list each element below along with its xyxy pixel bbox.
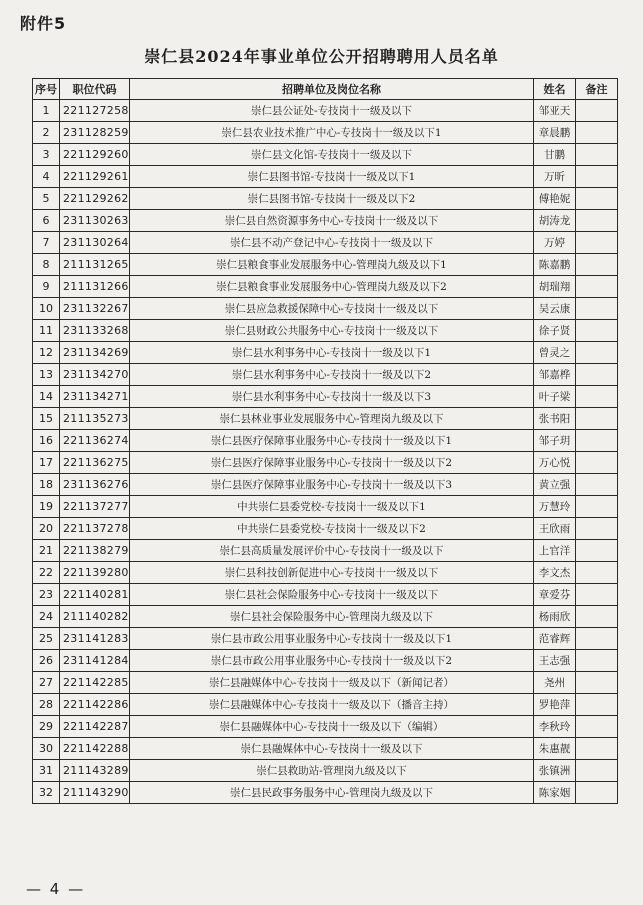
cell-note [576, 408, 618, 430]
cell-seq: 19 [33, 496, 60, 518]
table-row [33, 496, 618, 518]
cell-name: 吴云康 [534, 298, 576, 320]
cell-seq: 3 [33, 144, 60, 166]
cell-position: 崇仁县自然资源事务中心-专技岗十一级及以下 [130, 210, 534, 232]
table-header-row [33, 79, 618, 100]
cell-note [576, 628, 618, 650]
cell-seq: 18 [33, 474, 60, 496]
cell-code: 211131265 [60, 254, 130, 276]
cell-seq: 5 [33, 188, 60, 210]
cell-position: 崇仁县市政公用事业服务中心-专技岗十一级及以下1 [130, 628, 534, 650]
cell-seq: 9 [33, 276, 60, 298]
cell-note [576, 782, 618, 804]
cell-position: 崇仁县农业技术推广中心-专技岗十一级及以下1 [130, 122, 534, 144]
header-seq: 序号 [33, 79, 60, 100]
cell-note [576, 144, 618, 166]
cell-code: 231134269 [60, 342, 130, 364]
cell-position: 崇仁县粮食事业发展服务中心-管理岗九级及以下2 [130, 276, 534, 298]
cell-position: 崇仁县图书馆-专技岗十一级及以下2 [130, 188, 534, 210]
cell-code: 221127258 [60, 100, 130, 122]
cell-code: 221129261 [60, 166, 130, 188]
cell-seq: 32 [33, 782, 60, 804]
cell-note [576, 342, 618, 364]
header-position: 招聘单位及岗位名称 [130, 79, 534, 100]
page-number: — 4 — [26, 880, 86, 898]
table-row [33, 144, 618, 166]
cell-code: 231132267 [60, 298, 130, 320]
cell-position: 崇仁县科技创新促进中心-专技岗十一级及以下 [130, 562, 534, 584]
cell-note [576, 452, 618, 474]
table-row [33, 518, 618, 540]
cell-code: 221137277 [60, 496, 130, 518]
cell-code: 231130264 [60, 232, 130, 254]
cell-note [576, 474, 618, 496]
cell-note [576, 562, 618, 584]
header-code: 职位代码 [60, 79, 130, 100]
cell-note [576, 122, 618, 144]
cell-seq: 2 [33, 122, 60, 144]
table-row [33, 452, 618, 474]
cell-name: 李文杰 [534, 562, 576, 584]
cell-seq: 31 [33, 760, 60, 782]
cell-name: 范睿辉 [534, 628, 576, 650]
table-row [33, 606, 618, 628]
cell-name: 邹嘉桦 [534, 364, 576, 386]
hiring-table [32, 78, 618, 804]
cell-position: 崇仁县图书馆-专技岗十一级及以下1 [130, 166, 534, 188]
cell-position: 崇仁县医疗保障事业服务中心-专技岗十一级及以下3 [130, 474, 534, 496]
cell-seq: 23 [33, 584, 60, 606]
cell-note [576, 650, 618, 672]
cell-position: 崇仁县文化馆-专技岗十一级及以下 [130, 144, 534, 166]
cell-code: 221129262 [60, 188, 130, 210]
cell-code: 231133268 [60, 320, 130, 342]
cell-code: 221139280 [60, 562, 130, 584]
cell-position: 崇仁县市政公用事业服务中心-专技岗十一级及以下2 [130, 650, 534, 672]
table-row [33, 276, 618, 298]
cell-position: 崇仁县应急救援保障中心-专技岗十一级及以下 [130, 298, 534, 320]
cell-seq: 29 [33, 716, 60, 738]
cell-code: 211135273 [60, 408, 130, 430]
cell-position: 崇仁县水利事务中心-专技岗十一级及以下2 [130, 364, 534, 386]
cell-name: 杨雨欣 [534, 606, 576, 628]
cell-seq: 24 [33, 606, 60, 628]
cell-code: 211143290 [60, 782, 130, 804]
cell-position: 崇仁县财政公共服务中心-专技岗十一级及以下 [130, 320, 534, 342]
cell-seq: 10 [33, 298, 60, 320]
cell-position: 崇仁县融媒体中心-专技岗十一级及以下（播音主持） [130, 694, 534, 716]
cell-seq: 4 [33, 166, 60, 188]
cell-position: 中共崇仁县委党校-专技岗十一级及以下2 [130, 518, 534, 540]
cell-name: 邹亚天 [534, 100, 576, 122]
cell-name: 尧州 [534, 672, 576, 694]
cell-position: 崇仁县粮食事业发展服务中心-管理岗九级及以下1 [130, 254, 534, 276]
cell-seq: 27 [33, 672, 60, 694]
table-row [33, 254, 618, 276]
cell-note [576, 672, 618, 694]
cell-code: 221140281 [60, 584, 130, 606]
cell-seq: 12 [33, 342, 60, 364]
cell-name: 胡瑞翔 [534, 276, 576, 298]
cell-seq: 6 [33, 210, 60, 232]
cell-note [576, 584, 618, 606]
cell-name: 傅艳妮 [534, 188, 576, 210]
cell-code: 221136275 [60, 452, 130, 474]
table-row [33, 628, 618, 650]
table-row [33, 650, 618, 672]
cell-position: 崇仁县社会保险服务中心-管理岗九级及以下 [130, 606, 534, 628]
table-row [33, 166, 618, 188]
cell-position: 崇仁县医疗保障事业服务中心-专技岗十一级及以下2 [130, 452, 534, 474]
table-row [33, 100, 618, 122]
header-note: 备注 [576, 79, 618, 100]
table-row [33, 716, 618, 738]
cell-code: 231128259 [60, 122, 130, 144]
cell-position: 崇仁县社会保险服务中心-专技岗十一级及以下 [130, 584, 534, 606]
cell-name: 张书阳 [534, 408, 576, 430]
cell-note [576, 298, 618, 320]
cell-code: 221129260 [60, 144, 130, 166]
cell-name: 章爱芬 [534, 584, 576, 606]
cell-note [576, 694, 618, 716]
cell-position: 崇仁县水利事务中心-专技岗十一级及以下1 [130, 342, 534, 364]
cell-position: 崇仁县融媒体中心-专技岗十一级及以下（新闻记者） [130, 672, 534, 694]
cell-seq: 28 [33, 694, 60, 716]
cell-name: 黄立强 [534, 474, 576, 496]
cell-note [576, 540, 618, 562]
cell-note [576, 386, 618, 408]
table-row [33, 386, 618, 408]
cell-seq: 15 [33, 408, 60, 430]
cell-note [576, 716, 618, 738]
cell-note [576, 166, 618, 188]
cell-name: 陈家姻 [534, 782, 576, 804]
cell-code: 221142285 [60, 672, 130, 694]
table-row [33, 122, 618, 144]
annex-label: 附件5 [20, 14, 67, 33]
cell-position: 崇仁县水利事务中心-专技岗十一级及以下3 [130, 386, 534, 408]
table-row [33, 298, 618, 320]
cell-code: 231141284 [60, 650, 130, 672]
cell-seq: 11 [33, 320, 60, 342]
table-row [33, 760, 618, 782]
cell-code: 221136274 [60, 430, 130, 452]
cell-code: 231134270 [60, 364, 130, 386]
cell-code: 221142287 [60, 716, 130, 738]
cell-position: 崇仁县融媒体中心-专技岗十一级及以下 [130, 738, 534, 760]
table-row [33, 672, 618, 694]
cell-position: 崇仁县不动产登记中心-专技岗十一级及以下 [130, 232, 534, 254]
cell-seq: 1 [33, 100, 60, 122]
cell-name: 王欣雨 [534, 518, 576, 540]
cell-code: 221138279 [60, 540, 130, 562]
header-name: 姓名 [534, 79, 576, 100]
cell-seq: 25 [33, 628, 60, 650]
cell-code: 221142286 [60, 694, 130, 716]
cell-code: 221137278 [60, 518, 130, 540]
cell-position: 崇仁县民政事务服务中心-管理岗九级及以下 [130, 782, 534, 804]
cell-code: 231130263 [60, 210, 130, 232]
cell-code: 231134271 [60, 386, 130, 408]
cell-seq: 7 [33, 232, 60, 254]
cell-name: 罗艳萍 [534, 694, 576, 716]
cell-name: 王志强 [534, 650, 576, 672]
cell-name: 胡涛龙 [534, 210, 576, 232]
cell-name: 上官洋 [534, 540, 576, 562]
cell-note [576, 276, 618, 298]
cell-name: 叶子梁 [534, 386, 576, 408]
cell-seq: 16 [33, 430, 60, 452]
table-row [33, 408, 618, 430]
cell-code: 211140282 [60, 606, 130, 628]
table-row [33, 430, 618, 452]
cell-note [576, 100, 618, 122]
cell-position: 崇仁县救助站-管理岗九级及以下 [130, 760, 534, 782]
cell-note [576, 606, 618, 628]
table-row [33, 584, 618, 606]
table-row [33, 320, 618, 342]
cell-name: 甘鹏 [534, 144, 576, 166]
cell-position: 崇仁县高质量发展评价中心-专技岗十一级及以下 [130, 540, 534, 562]
cell-code: 211131266 [60, 276, 130, 298]
cell-note [576, 760, 618, 782]
cell-seq: 14 [33, 386, 60, 408]
cell-name: 曾灵之 [534, 342, 576, 364]
document-title: 崇仁县2024年事业单位公开招聘聘用人员名单 [144, 47, 499, 66]
cell-name: 邹子玥 [534, 430, 576, 452]
cell-position: 中共崇仁县委党校-专技岗十一级及以下1 [130, 496, 534, 518]
cell-note [576, 364, 618, 386]
cell-seq: 17 [33, 452, 60, 474]
cell-position: 崇仁县医疗保障事业服务中心-专技岗十一级及以下1 [130, 430, 534, 452]
cell-note [576, 232, 618, 254]
table-row [33, 738, 618, 760]
cell-seq: 22 [33, 562, 60, 584]
cell-name: 章晨鹏 [534, 122, 576, 144]
cell-name: 万慧玲 [534, 496, 576, 518]
cell-code: 231141283 [60, 628, 130, 650]
cell-code: 221142288 [60, 738, 130, 760]
cell-position: 崇仁县融媒体中心-专技岗十一级及以下（编辑） [130, 716, 534, 738]
cell-name: 万昕 [534, 166, 576, 188]
cell-code: 211143289 [60, 760, 130, 782]
cell-note [576, 188, 618, 210]
table-row [33, 364, 618, 386]
cell-seq: 8 [33, 254, 60, 276]
cell-seq: 30 [33, 738, 60, 760]
cell-name: 朱惠靓 [534, 738, 576, 760]
cell-code: 231136276 [60, 474, 130, 496]
cell-position: 崇仁县林业事业发展服务中心-管理岗九级及以下 [130, 408, 534, 430]
cell-note [576, 518, 618, 540]
cell-seq: 20 [33, 518, 60, 540]
cell-note [576, 738, 618, 760]
cell-name: 万心悦 [534, 452, 576, 474]
cell-note [576, 496, 618, 518]
table-row [33, 210, 618, 232]
table-row [33, 188, 618, 210]
cell-name: 万婷 [534, 232, 576, 254]
table-row [33, 232, 618, 254]
cell-name: 陈嘉鹏 [534, 254, 576, 276]
cell-name: 李秋玲 [534, 716, 576, 738]
table-row [33, 342, 618, 364]
cell-note [576, 254, 618, 276]
table-row [33, 474, 618, 496]
cell-note [576, 320, 618, 342]
table-row [33, 694, 618, 716]
cell-position: 崇仁县公证处-专技岗十一级及以下 [130, 100, 534, 122]
cell-seq: 26 [33, 650, 60, 672]
table-row [33, 562, 618, 584]
cell-seq: 21 [33, 540, 60, 562]
cell-seq: 13 [33, 364, 60, 386]
cell-note [576, 210, 618, 232]
table-row [33, 540, 618, 562]
cell-name: 徐子贤 [534, 320, 576, 342]
table-row [33, 782, 618, 804]
cell-name: 张镇洲 [534, 760, 576, 782]
cell-note [576, 430, 618, 452]
